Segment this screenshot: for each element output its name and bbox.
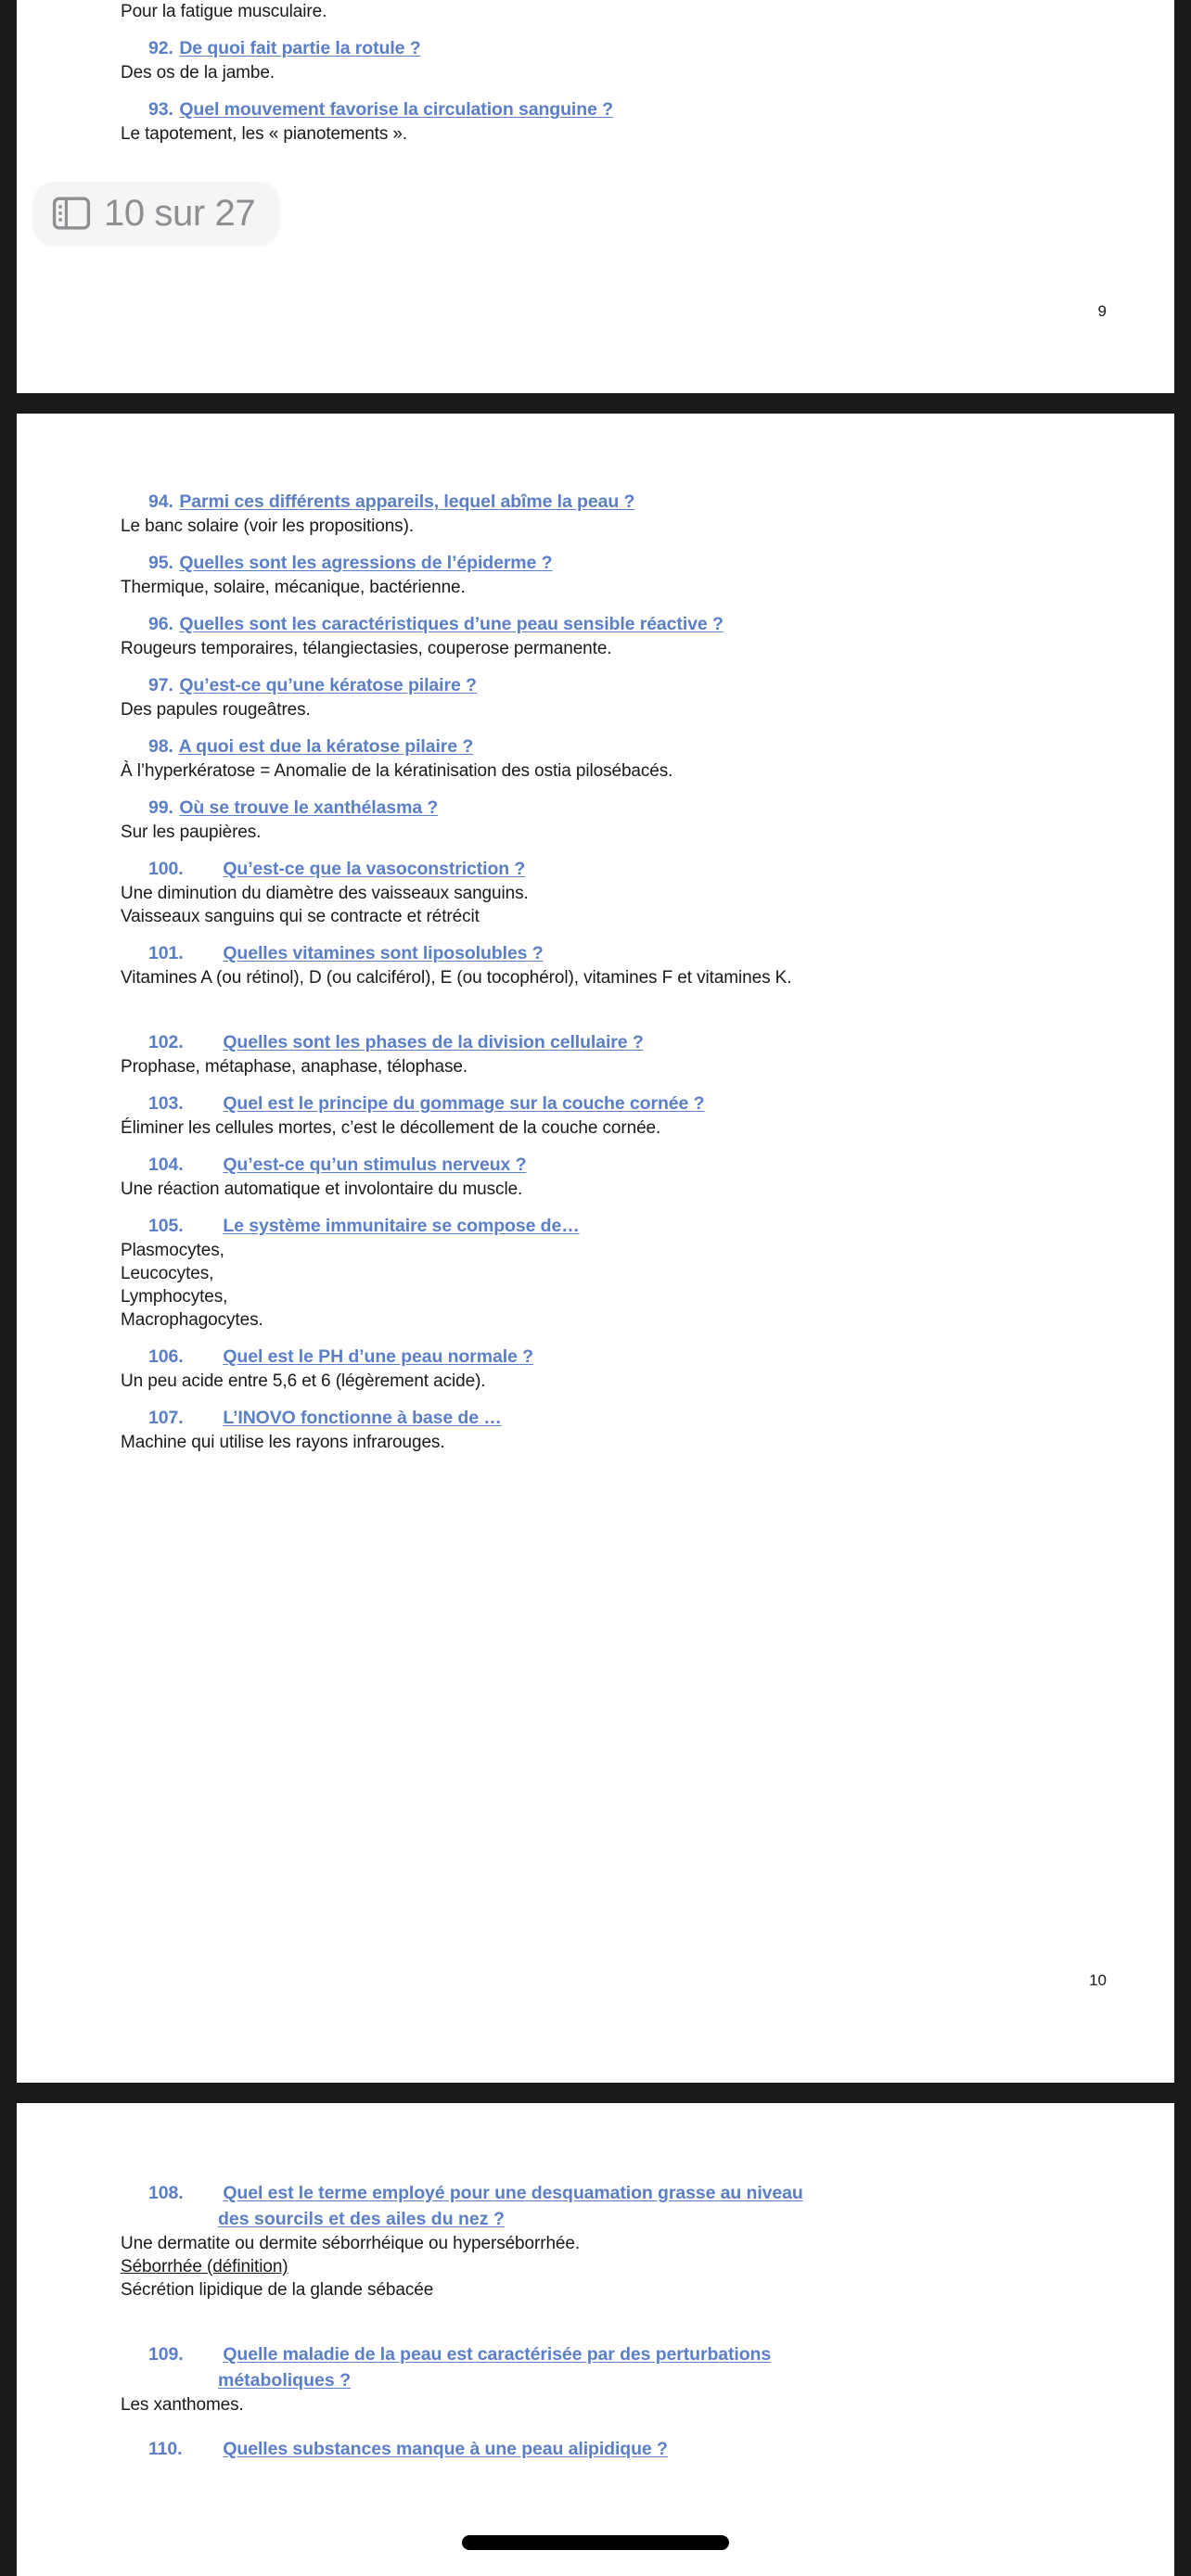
question-text: Quel est le PH d’une peau normale ? [223,1346,533,1367]
question-heading[interactable] [43,734,1148,759]
answer-line: Prophase, métaphase, anaphase, télophase. [121,1057,468,1077]
answer-line: Vaisseaux sanguins qui se contracte et rétrécit [121,907,480,926]
document-page-10[interactable] [17,414,1174,2083]
question-number: 94. [148,491,173,512]
question-heading[interactable] [43,796,1148,821]
question-heading[interactable] [43,2437,1148,2462]
answer-line: Le banc solaire (voir les propositions). [121,516,414,536]
question-text: Le système immunitaire se compose de… [223,1216,580,1236]
answer-line: Leucocytes, [121,1264,214,1283]
answer-line: Sur les paupières. [121,823,262,842]
page-folio: 9 [1097,302,1107,320]
answer-line: Une réaction automatique et involontaire du muscle. [121,1180,523,1199]
question-heading[interactable] [43,2181,1148,2206]
answer-line: Sécrétion lipidique de la glande sébacée [121,2280,434,2300]
question-text: Quel mouvement favorise la circulation sanguine ? [179,99,613,120]
question-number: 110. [148,2439,183,2459]
page-count-label: 10 sur 27 [104,193,256,234]
question-text: A quoi est due la kératose pilaire ? [178,736,474,757]
question-heading[interactable] [43,1091,1148,1116]
question-heading[interactable] [43,1214,1148,1239]
answer-line: Plasmocytes, [121,1241,224,1260]
question-number: 92. [148,38,173,58]
answer-line: Thermique, solaire, mécanique, bactérienne. [121,578,466,597]
question-continuation-text: des sourcils et des ailes du nez ? [218,2209,505,2229]
question-text: Où se trouve le xanthélasma ? [179,797,439,818]
question-continuation[interactable] [43,2206,1148,2232]
question-number: 100. [148,859,184,879]
question-heading[interactable] [43,36,1148,61]
question-text: Quelles substances manque à une peau alipidique ? [223,2439,668,2459]
answer-line: Un peu acide entre 5,6 et 6 (légèrement acide). [121,1371,486,1391]
question-text: Qu’est-ce que la vasoconstriction ? [223,859,526,879]
question-number: 96. [148,614,173,634]
question-text: Quelles vitamines sont liposolubles ? [223,943,544,963]
question-number: 99. [148,797,173,818]
question-text: De quoi fait partie la rotule ? [179,38,421,58]
answer-line: Des papules rougeâtres. [121,700,311,720]
question-number: 108. [148,2183,184,2203]
answer-line: À l’hyperkératose = Anomalie de la kératinisation des ostia pilosébacés. [121,761,673,781]
question-number: 98. [148,736,173,757]
question-text: Quel est le terme employé pour une desquamation grasse au niveau [223,2183,803,2203]
answer-line: Les xanthomes. [121,2395,244,2415]
question-heading[interactable] [43,612,1148,637]
question-text: L’INOVO fonctionne à base de … [223,1408,502,1428]
question-number: 101. [148,943,184,963]
question-heading[interactable] [43,551,1148,576]
page-folio: 10 [1089,1971,1107,1989]
question-text: Quelles sont les caractéristiques d’une peau sensible réactive ? [179,614,724,634]
question-heading[interactable] [43,490,1148,515]
answer-line: Une dermatite ou dermite séborrhéique ou hyperséborrhée. [121,2234,581,2253]
question-continuation-text: métaboliques ? [218,2370,352,2391]
question-heading[interactable] [43,857,1148,882]
answer-line: Machine qui utilise les rayons infrarouges. [121,1433,445,1452]
question-heading[interactable] [43,673,1148,698]
question-number: 106. [148,1346,184,1367]
question-heading[interactable] [43,1153,1148,1178]
page-separator [0,2083,1191,2103]
answer-line: Vitamines A (ou rétinol), D (ou calciférol), E (ou tocophérol), vitamines F et vitamines K. [121,968,792,988]
question-heading[interactable] [43,941,1148,966]
question-number: 109. [148,2344,184,2365]
answer-line: Pour la fatigue musculaire. [121,2,327,21]
question-number: 93. [148,99,173,120]
question-heading[interactable] [43,2342,1148,2367]
question-heading[interactable] [43,1345,1148,1370]
answer-line: Une diminution du diamètre des vaisseaux sanguins. [121,884,529,903]
home-indicator[interactable] [462,2535,729,2550]
answer-line: Macrophagocytes. [121,1310,263,1330]
question-text: Quel est le principe du gommage sur la couche cornée ? [223,1093,705,1114]
question-number: 107. [148,1408,184,1428]
question-heading[interactable] [43,1406,1148,1431]
question-text: Quelle maladie de la peau est caractérisée par des perturbations [223,2344,772,2365]
question-number: 95. [148,553,173,573]
question-text: Quelles sont les phases de la division cellulaire ? [223,1032,644,1052]
answer-line: Lymphocytes, [121,1287,228,1307]
answer-line: Rougeurs temporaires, télangiectasies, couperose permanente. [121,639,612,658]
answer-line: Des os de la jambe. [121,63,275,83]
question-number: 103. [148,1093,184,1114]
page-separator [0,393,1191,414]
question-continuation[interactable] [43,2367,1148,2393]
question-text: Quelles sont les agressions de l’épiderme ? [179,553,553,573]
question-number: 97. [148,675,173,695]
answer-underlined-text: Séborrhée (définition) [121,2257,288,2276]
question-text: Qu’est-ce qu’une kératose pilaire ? [179,675,477,695]
document-pane-view-icon [52,196,91,231]
question-text: Parmi ces différents appareils, lequel abîme la peau ? [179,491,635,512]
question-number: 104. [148,1154,184,1175]
document-page-11[interactable] [17,2103,1174,2576]
page-count-badge[interactable] [33,182,279,245]
answer-line: Éliminer les cellules mortes, c’est le décollement de la couche cornée. [121,1118,661,1138]
answer-line: Le tapotement, les « pianotements ». [121,124,408,144]
question-number: 105. [148,1216,184,1236]
question-text: Qu’est-ce qu’un stimulus nerveux ? [223,1154,527,1175]
question-heading[interactable] [43,97,1148,122]
answer-line-underlined [43,2255,1148,2278]
question-heading[interactable] [43,1030,1148,1055]
question-number: 102. [148,1032,184,1052]
